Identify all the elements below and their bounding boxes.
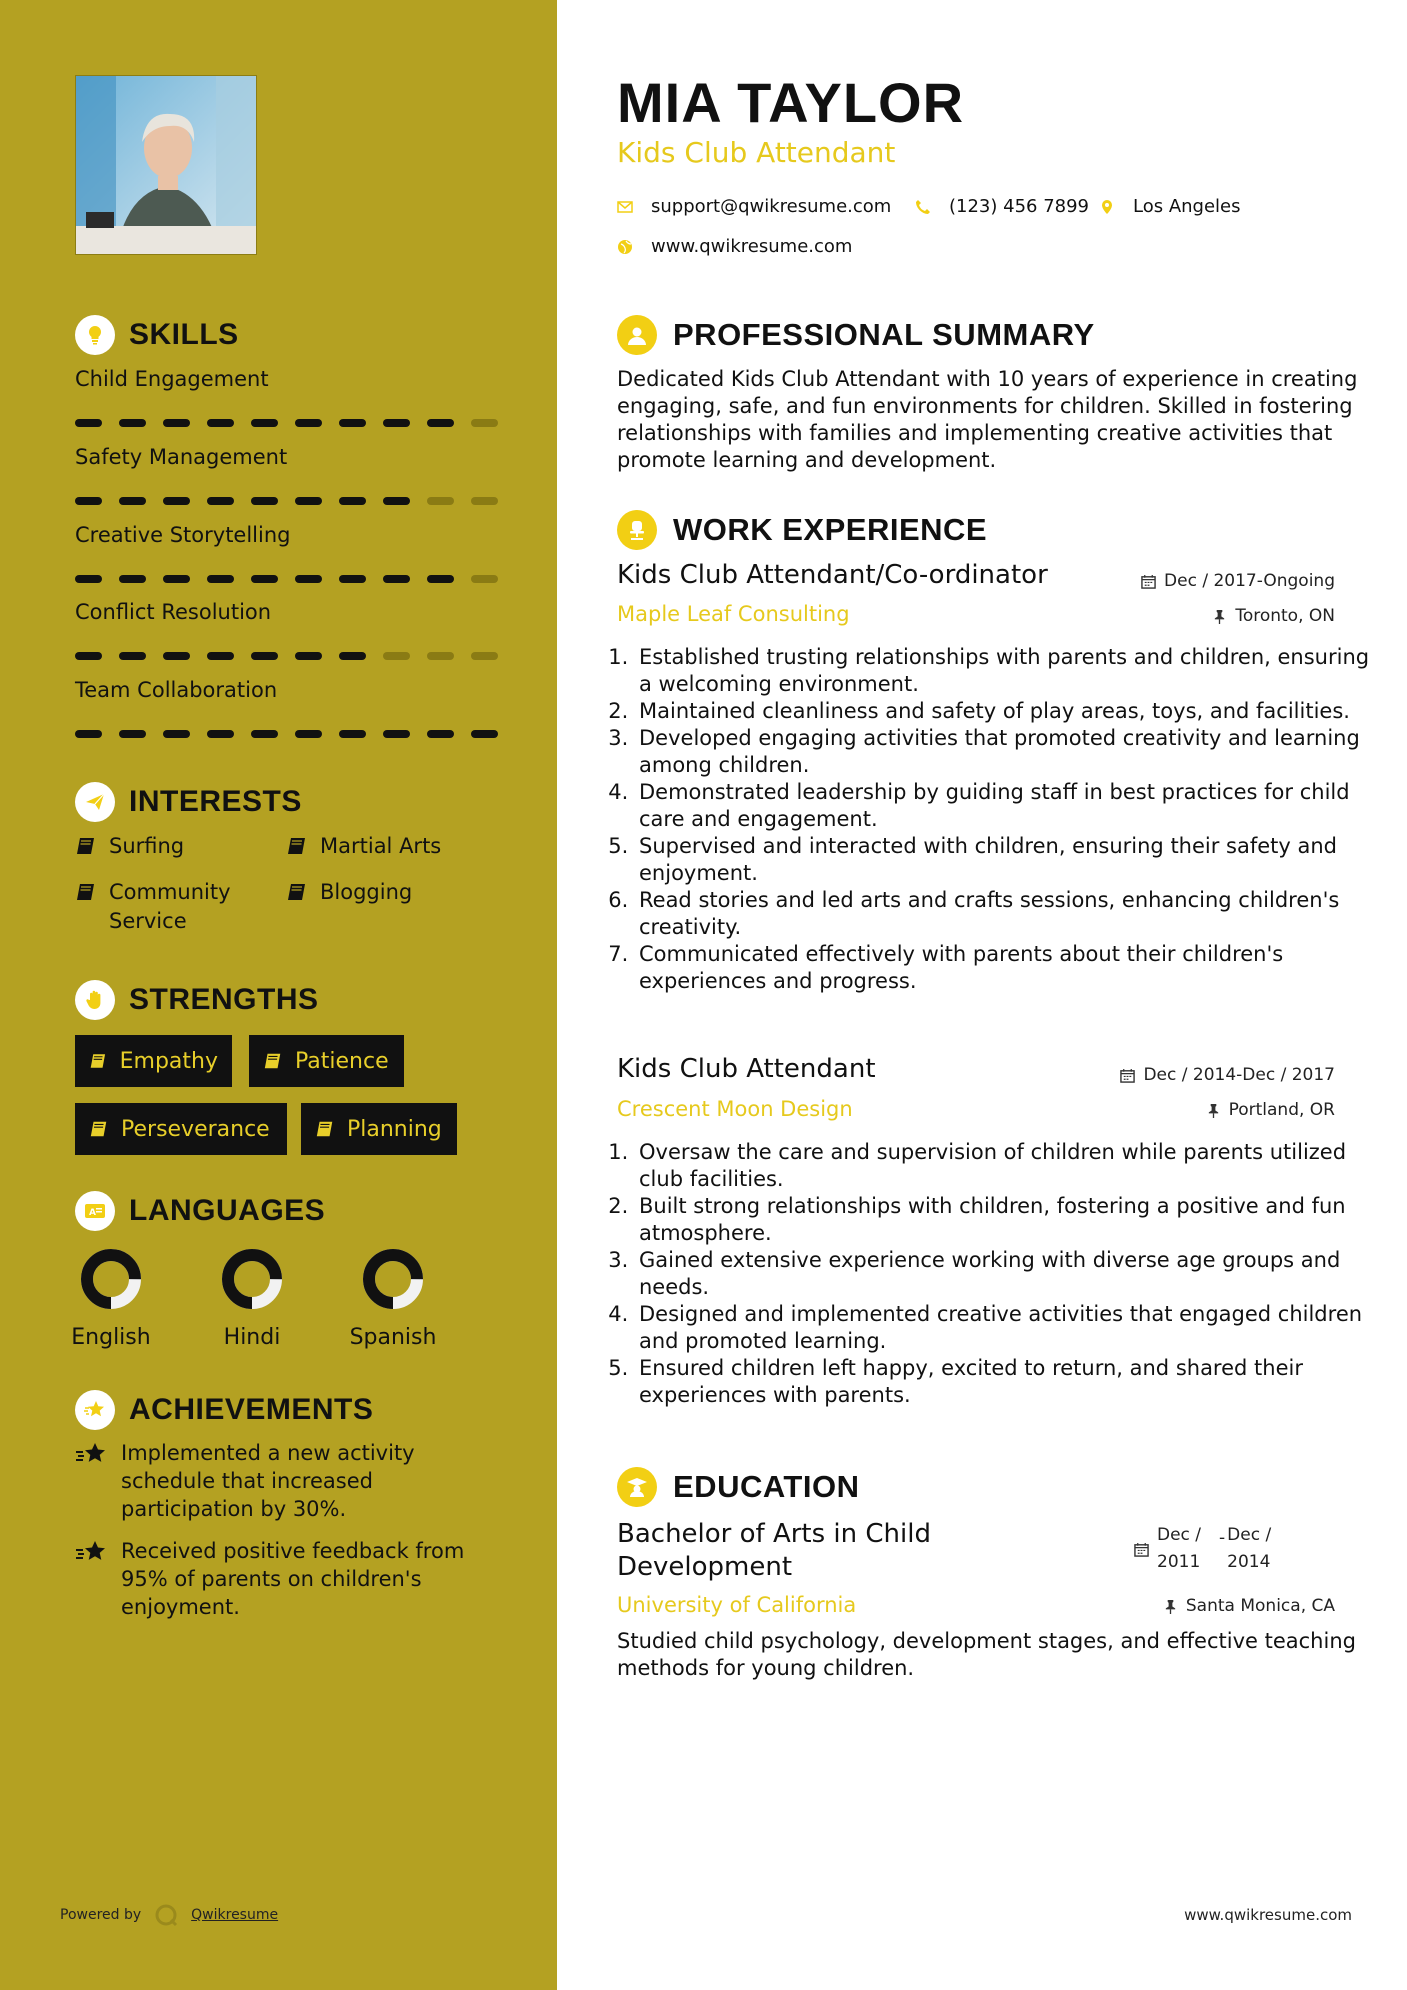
language-level-ring <box>79 1247 143 1311</box>
graduate-icon <box>617 1467 657 1507</box>
strengths-title: STRENGTHS <box>129 983 319 1016</box>
job-duty: 5. Supervised and interacted with children, ensuring their safety and enjoyment. <box>635 833 1380 887</box>
skill-level-segment <box>295 730 322 738</box>
job-dates-text: Dec / 2017-Ongoing <box>1164 571 1335 591</box>
language-name: Hindi <box>223 1325 281 1350</box>
start-year: 2011 <box>1157 1552 1201 1572</box>
skill-level-segment <box>383 575 410 583</box>
phone-icon <box>915 199 931 215</box>
job-duty: 4. Demonstrated leadership by guiding staff in best practices for child care and engagement. <box>635 779 1380 833</box>
skill-level-segment <box>339 575 366 583</box>
summary-text: Dedicated Kids Club Attendant with 10 years of experience in creating engaging, safe, and fun environments for children. Skilled in fostering relationships with families and implementing creative activities that promote learning and development. <box>617 367 1358 472</box>
skill-level-segment <box>251 419 278 427</box>
end-year: 2014 <box>1227 1552 1271 1572</box>
footer-url[interactable]: www.qwikresume.com <box>1184 1906 1352 1924</box>
powered-by <box>60 1902 278 1928</box>
pushpin-icon <box>1212 609 1227 624</box>
strength-tag <box>249 1035 404 1087</box>
job-title: Kids Club Attendant/Co-ordinator <box>617 560 1048 590</box>
skill-level-segment <box>207 730 234 738</box>
education-location <box>1163 1596 1335 1616</box>
skill-level-segment <box>339 730 366 738</box>
skill-level-segment <box>383 652 410 660</box>
strength-tag <box>75 1035 232 1087</box>
interests-title: INTERESTS <box>129 785 302 818</box>
job-duty: 3. Developed engaging activities that promoted creativity and learning among children. <box>635 725 1380 779</box>
job-dates <box>1141 571 1335 591</box>
skill-level-segment <box>163 730 190 738</box>
svg-text:A: A <box>89 1208 96 1218</box>
job-location-text: Portland, OR <box>1228 1100 1335 1120</box>
strength-label: Planning <box>347 1116 442 1142</box>
skill-level-segment <box>163 575 190 583</box>
contact-phone[interactable] <box>915 196 1089 217</box>
book-icon <box>286 881 308 903</box>
skill-level-segment <box>471 497 498 505</box>
achievements-title: ACHIEVEMENTS <box>129 1393 374 1426</box>
language-name: English <box>71 1325 151 1350</box>
skill-level-segment <box>75 730 102 738</box>
degree-line: Development <box>617 1552 793 1582</box>
skill-label: Child Engagement <box>75 367 269 391</box>
summary-header <box>617 315 1095 355</box>
book-icon <box>89 1119 109 1139</box>
interest-label: Martial Arts <box>320 834 442 858</box>
candidate-name: MIA TAYLOR <box>617 71 965 134</box>
experience-header <box>617 510 987 550</box>
skill-level-segment <box>383 497 410 505</box>
book-icon <box>89 1051 108 1071</box>
job-location <box>1212 606 1335 626</box>
skill-level-segment <box>339 497 366 505</box>
lightbulb-icon <box>75 315 115 355</box>
book-icon <box>263 1051 283 1071</box>
skill-level-segment <box>251 730 278 738</box>
skill-level-segment <box>119 652 146 660</box>
language-name: Spanish <box>349 1325 437 1350</box>
education-location-text: Santa Monica, CA <box>1185 1596 1335 1616</box>
book-icon <box>286 835 308 857</box>
sidebar <box>0 0 557 1990</box>
location-text: Los Angeles <box>1133 196 1241 217</box>
skill-level-segment <box>295 652 322 660</box>
job-duty: 4. Designed and implemented creative activities that engaged children and promoted learning. <box>635 1301 1380 1355</box>
education-text: Studied child psychology, development stages, and effective teaching methods for young children. <box>617 1629 1356 1680</box>
job-title: Kids Club Attendant <box>617 1054 876 1084</box>
strength-label: Empathy <box>119 1048 218 1074</box>
skill-level-segment <box>471 419 498 427</box>
skill-level-segment <box>251 575 278 583</box>
skills-header <box>75 315 239 355</box>
skill-level-segment <box>119 419 146 427</box>
contact-location <box>1099 196 1241 217</box>
job-duties-list <box>617 1139 1380 1409</box>
phone-text: (123) 456 7899 <box>949 196 1090 217</box>
job-duty: 6. Read stories and led arts and crafts sessions, enhancing children's creativity. <box>635 887 1380 941</box>
summary-title: PROFESSIONAL SUMMARY <box>673 317 1095 352</box>
achievement-item <box>75 1537 505 1621</box>
skill-level-segment <box>75 497 102 505</box>
map-pin-icon <box>1099 199 1115 215</box>
skill-level-bar <box>75 730 498 738</box>
language-level-ring <box>361 1247 425 1311</box>
skill-level-segment <box>207 419 234 427</box>
skill-label: Safety Management <box>75 445 288 469</box>
website-text: www.qwikresume.com <box>651 236 853 257</box>
skill-level-segment <box>339 652 366 660</box>
skill-level-segment <box>295 497 322 505</box>
language-ring-center <box>376 1262 410 1296</box>
pushpin-icon <box>1206 1103 1221 1118</box>
skill-level-segment <box>163 497 190 505</box>
skill-label: Creative Storytelling <box>75 523 291 547</box>
email-text: support@qwikresume.com <box>651 196 892 217</box>
education-start <box>1157 1522 1219 1576</box>
job-location <box>1206 1100 1335 1120</box>
strength-tag <box>301 1103 457 1155</box>
skills-title: SKILLS <box>129 318 239 351</box>
skill-level-segment <box>163 419 190 427</box>
skill-level-segment <box>471 575 498 583</box>
calendar-icon <box>1120 1068 1135 1083</box>
skill-level-segment <box>75 652 102 660</box>
book-icon <box>75 835 97 857</box>
achievements-header <box>75 1390 373 1430</box>
profile-photo <box>75 75 257 255</box>
envelope-icon <box>617 199 633 215</box>
skill-level-segment <box>383 730 410 738</box>
calendar-icon <box>1134 1542 1149 1557</box>
interest-item <box>286 878 412 907</box>
shooting-star-icon <box>75 1539 109 1565</box>
pushpin-icon <box>1163 1599 1178 1614</box>
achievement-item <box>75 1439 505 1523</box>
skill-label: Team Collaboration <box>75 678 278 702</box>
school-name: University of California <box>617 1593 857 1617</box>
skill-level-segment <box>207 575 234 583</box>
skill-level-segment <box>207 497 234 505</box>
skill-level-segment <box>427 419 454 427</box>
job-duty: 2. Built strong relationships with children, fostering a positive and fun atmosphere. <box>635 1193 1380 1247</box>
skill-level-segment <box>251 497 278 505</box>
strengths-header <box>75 980 319 1020</box>
language-icon <box>75 1191 115 1231</box>
job-company: Maple Leaf Consulting <box>617 602 850 626</box>
job-company: Crescent Moon Design <box>617 1097 853 1121</box>
job-dates-text: Dec / 2014-Dec / 2017 <box>1143 1065 1335 1085</box>
skill-level-segment <box>383 419 410 427</box>
education-dates <box>1134 1522 1271 1576</box>
strength-label: Patience <box>295 1048 389 1074</box>
skill-level-segment <box>295 419 322 427</box>
job-duty: 3. Gained extensive experience working with diverse age groups and needs. <box>635 1247 1380 1301</box>
language-item <box>41 1247 181 1350</box>
job-dates <box>1120 1065 1335 1085</box>
qwikresume-link[interactable]: Qwikresume <box>191 1907 279 1923</box>
achievement-text: Received positive feedback from 95% of parents on children's enjoyment. <box>121 1539 465 1619</box>
language-item <box>323 1247 463 1350</box>
job-duties-list <box>617 644 1380 995</box>
date-separator: - <box>1219 1528 1226 1548</box>
interests-header <box>75 782 302 822</box>
skill-level-segment <box>471 652 498 660</box>
skill-label: Conflict Resolution <box>75 600 272 624</box>
skill-level-segment <box>427 575 454 583</box>
skill-level-segment <box>119 575 146 583</box>
book-icon <box>75 881 97 903</box>
interest-item <box>75 878 265 936</box>
skill-level-segment <box>163 652 190 660</box>
powered-by-label: Powered by <box>60 1907 142 1923</box>
job-duty: 7. Communicated effectively with parents about their children's experiences and progress. <box>635 941 1380 995</box>
interest-label: Community Service <box>109 880 231 933</box>
contact-email[interactable] <box>617 196 891 217</box>
hand-icon <box>75 980 115 1020</box>
skill-level-segment <box>427 730 454 738</box>
languages-title: LANGUAGES <box>129 1194 326 1227</box>
qwikresume-logo-icon <box>153 1902 179 1928</box>
skill-level-segment <box>251 652 278 660</box>
degree-line: Bachelor of Arts in Child <box>617 1519 931 1549</box>
end-month: Dec / <box>1227 1525 1272 1545</box>
skill-level-bar <box>75 497 498 505</box>
main-content <box>557 0 1407 1990</box>
job-duty: 1. Oversaw the care and supervision of children while parents utilized club facilities. <box>635 1139 1380 1193</box>
skill-level-segment <box>75 575 102 583</box>
office-chair-icon <box>617 510 657 550</box>
paper-plane-icon <box>75 782 115 822</box>
globe-icon <box>617 239 633 255</box>
candidate-role: Kids Club Attendant <box>617 136 896 169</box>
interest-label: Blogging <box>320 880 413 904</box>
education-title: EDUCATION <box>673 1469 860 1504</box>
experience-title: WORK EXPERIENCE <box>673 512 988 547</box>
skill-level-segment <box>339 419 366 427</box>
job-duty: 2. Maintained cleanliness and safety of play areas, toys, and facilities. <box>635 698 1380 725</box>
skill-level-bar <box>75 419 498 427</box>
skill-level-segment <box>427 652 454 660</box>
skill-level-bar <box>75 652 498 660</box>
achievement-text: Implemented a new activity schedule that increased participation by 30%. <box>121 1441 415 1521</box>
skill-level-segment <box>119 730 146 738</box>
start-month: Dec / <box>1157 1525 1202 1545</box>
book-icon <box>315 1119 335 1139</box>
language-item <box>182 1247 322 1350</box>
education-header <box>617 1467 859 1507</box>
strength-label: Perseverance <box>121 1116 270 1142</box>
job-duty: 1. Established trusting relationships with parents and children, ensuring a welcoming environment. <box>635 644 1380 698</box>
degree-title <box>617 1518 931 1584</box>
language-ring-center <box>94 1262 128 1296</box>
skill-level-segment <box>295 575 322 583</box>
interest-label: Surfing <box>109 834 185 858</box>
skill-level-bar <box>75 575 498 583</box>
skill-level-segment <box>119 497 146 505</box>
star-icon <box>75 1390 115 1430</box>
language-level-ring <box>220 1247 284 1311</box>
strength-tag <box>75 1103 287 1155</box>
skill-level-segment <box>75 419 102 427</box>
interest-item <box>75 832 184 861</box>
education-end <box>1227 1522 1271 1576</box>
job-duty: 5. Ensured children left happy, excited to return, and shared their experiences with parents. <box>635 1355 1380 1409</box>
skill-level-segment <box>427 497 454 505</box>
skill-level-segment <box>207 652 234 660</box>
calendar-icon <box>1141 574 1156 589</box>
job-location-text: Toronto, ON <box>1235 606 1335 626</box>
skill-level-segment <box>471 730 498 738</box>
language-ring-center <box>235 1262 269 1296</box>
user-icon <box>617 315 657 355</box>
shooting-star-icon <box>75 1441 109 1467</box>
interest-item <box>286 832 441 861</box>
languages-header <box>75 1191 325 1231</box>
contact-website[interactable] <box>617 236 852 257</box>
